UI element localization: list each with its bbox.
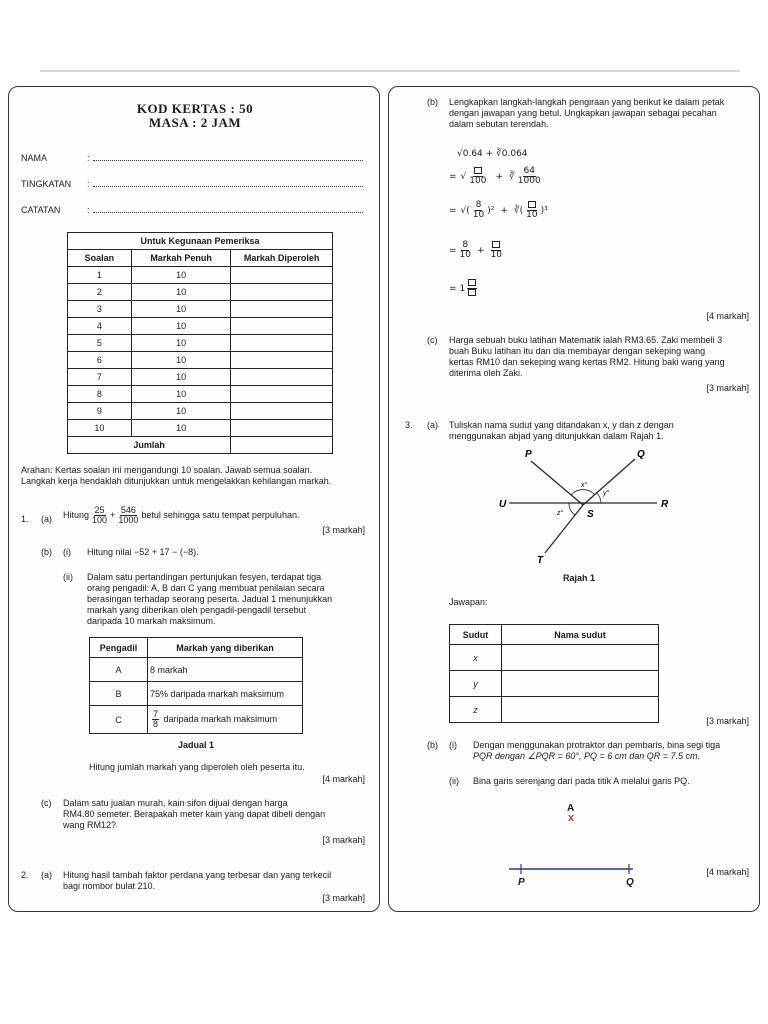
q3bi-line-2: PQR dengan ∠PQR = 60°, PQ = 6 cm dan QR = 7.5 cm. xyxy=(473,751,701,761)
q2c-label: (c) xyxy=(427,335,438,345)
q2b-step3-frac-1 xyxy=(472,201,485,220)
q2b-step2-eq: = xyxy=(449,171,457,182)
q3-number: 3. xyxy=(405,420,413,430)
row-soalan-cell: 2 xyxy=(68,284,132,301)
q2b-step3-frac1-den: 10 xyxy=(472,210,485,220)
q2c-line-1: Harga sebuah buku latihan Matematik ialah RM3.65. Zaki membeli 3 xyxy=(449,335,723,345)
q1a-frac2-num: 546 xyxy=(120,505,136,515)
q3a-label: (a) xyxy=(427,420,438,430)
answer-row-x-label: x xyxy=(450,645,502,671)
q2b-step4-frac-2 xyxy=(490,241,503,260)
row-markah-diperoleh-cell[interactable] xyxy=(231,318,333,335)
row-markah-diperoleh-cell[interactable] xyxy=(231,369,333,386)
judges-col-markah: Markah yang diberikan xyxy=(148,638,303,658)
row-soalan-cell: 10 xyxy=(68,420,132,437)
field-tingkatan-label: TINGKATAN xyxy=(21,179,72,189)
q1c-line-2: RM4.80 semeter. Berapakah meter kain yang dapat dibeli dengan xyxy=(63,809,326,819)
answer-box[interactable] xyxy=(492,241,500,248)
q2b-marks: [4 markah] xyxy=(706,311,749,321)
q1c-label: (c) xyxy=(41,798,52,808)
q1a-fraction-2 xyxy=(117,506,139,525)
judge-b-name: B xyxy=(90,682,148,706)
q2c-text xyxy=(449,335,755,379)
judge-b-mark: 75% daripada markah maksimum xyxy=(148,682,303,706)
q2a-label: (a) xyxy=(41,870,52,880)
field-nama-label: NAMA xyxy=(21,153,48,163)
q3a-line-1: Tuliskan nama sudut yang ditandakan x, y dan z dengan xyxy=(449,420,674,430)
field-nama-colon: : xyxy=(87,153,90,163)
table-row xyxy=(68,420,333,437)
q2b-step4-frac2-den: 10 xyxy=(490,250,502,260)
point-A-cross[interactable]: x xyxy=(568,812,575,824)
line-SQ xyxy=(583,459,635,505)
point-U-label: U xyxy=(499,499,507,510)
q1bii-label: (ii) xyxy=(63,572,73,582)
q2b-step3-sq: )² xyxy=(487,205,495,216)
angle-diagram xyxy=(499,447,679,567)
table-row xyxy=(68,335,333,352)
q1a-marks: [3 markah] xyxy=(322,525,365,535)
field-catatan-colon: : xyxy=(87,205,90,215)
q2b-label: (b) xyxy=(427,97,438,107)
line-ST xyxy=(545,505,583,553)
q2b-step2-frac-2 xyxy=(517,167,542,186)
q3a-text xyxy=(449,420,755,442)
q1bii-line-1: Dalam satu pertandingan pertunjukan fesyen, terdapat tiga xyxy=(87,572,322,582)
judge-c-mark-suffix: daripada markah maksimum xyxy=(163,713,278,724)
col-header-markah-diperoleh: Markah Diperoleh xyxy=(231,250,333,267)
q2b-line-3: dalam sebutan terendah. xyxy=(449,119,549,129)
q2b-step3-frac-2 xyxy=(525,201,538,220)
q2b-step3-frac2-den: 10 xyxy=(526,210,538,220)
page-top-rule xyxy=(40,70,740,72)
q1bi-label: (i) xyxy=(63,547,71,557)
q1a-frac2-den: 1000 xyxy=(118,515,139,525)
angle-z-label: z° xyxy=(557,510,564,517)
row-markah-penuh-cell: 10 xyxy=(131,335,231,352)
col-header-markah-penuh: Markah Penuh xyxy=(131,250,231,267)
q1a-frac1-den: 100 xyxy=(92,515,108,525)
row-markah-penuh-cell: 10 xyxy=(131,352,231,369)
q2b-step5-frac-num[interactable] xyxy=(467,279,477,289)
q2b-step-1: √0.64 + ∛0.064 xyxy=(457,149,528,159)
row-markah-penuh-cell: 10 xyxy=(131,284,231,301)
examiner-marks-table xyxy=(67,232,333,454)
q3a-line-2: menggunakan abjad yang ditunjukkan dalam Rajah 1. xyxy=(449,431,664,441)
answer-row-y-cell[interactable] xyxy=(502,671,659,697)
field-catatan-line[interactable] xyxy=(93,205,363,213)
line-P-label: P xyxy=(518,877,525,888)
row-markah-penuh-cell: 10 xyxy=(131,267,231,284)
q2a-marks: [3 markah] xyxy=(322,893,365,903)
q2b-step3-plus: + xyxy=(500,205,508,216)
row-markah-diperoleh-cell[interactable] xyxy=(231,386,333,403)
judge-c-mark xyxy=(148,706,303,734)
row-markah-diperoleh-cell[interactable] xyxy=(231,284,333,301)
q3a-marks: [3 markah] xyxy=(706,716,749,726)
diagram-caption: Rajah 1 xyxy=(562,573,595,583)
row-markah-diperoleh-cell[interactable] xyxy=(231,352,333,369)
q1a-prefix: Hitung xyxy=(63,510,90,520)
q1b-label: (b) xyxy=(41,547,52,557)
q1bi-question: Hitung nilai −52 + 17 − (−8). xyxy=(87,547,199,557)
q1bii-text xyxy=(87,572,377,627)
q3bii-label: (ii) xyxy=(449,776,459,786)
q1a-frac1-num: 25 xyxy=(94,505,105,515)
table-row xyxy=(68,352,333,369)
arc-x xyxy=(571,490,595,495)
q2b-step5-frac-den[interactable] xyxy=(467,289,477,298)
q2b-step3-cuberoot: ∛( xyxy=(513,205,524,216)
judges-table-caption: Jadual 1 xyxy=(177,740,215,750)
q2b-step3-cube: )³ xyxy=(540,205,548,216)
row-soalan-cell: 5 xyxy=(68,335,132,352)
row-soalan-cell: 6 xyxy=(68,352,132,369)
answer-col-sudut: Sudut xyxy=(450,625,502,645)
q3bi-label: (i) xyxy=(449,740,457,750)
table-row xyxy=(68,301,333,318)
paper-duration-title: MASA : 2 JAM xyxy=(148,115,242,130)
row-markah-penuh-cell: 10 xyxy=(131,386,231,403)
judges-table xyxy=(89,637,303,734)
judge-a-name: A xyxy=(90,658,148,682)
q1-number: 1. xyxy=(21,514,29,524)
q3b-marks: [4 markah] xyxy=(706,867,749,877)
table-row xyxy=(68,386,333,403)
q2b-step4-frac1-num: 8 xyxy=(462,240,469,250)
table-row xyxy=(68,284,333,301)
q1c-line-1: Dalam satu jualan murah, kain sifon dijual dengan harga xyxy=(63,798,288,808)
q2-number: 2. xyxy=(21,870,29,880)
col-header-soalan: Soalan xyxy=(68,250,132,267)
judge-c-name: C xyxy=(90,706,148,734)
row-soalan-cell: 7 xyxy=(68,369,132,386)
instructions-line-2: Langkah kerja hendaklah ditunjukkan untuk mengelakkan kehilangan markah. xyxy=(21,476,332,486)
q2b-step4-frac-1 xyxy=(459,241,472,260)
answer-row-z-label: z xyxy=(450,697,502,723)
total-label: Jumlah xyxy=(68,437,231,454)
q1bii-line-5: daripada 10 markah maksimum. xyxy=(87,616,216,626)
line-PS xyxy=(531,461,583,505)
q2c-line-3: kertas RM10 dan sekeping wang kertas RM2. Hitung baki wang yang xyxy=(449,357,725,367)
answer-box[interactable] xyxy=(474,167,482,174)
angle-answer-table xyxy=(449,624,659,723)
q2b-step2-frac-1 xyxy=(468,167,487,186)
point-R-label: R xyxy=(661,499,669,510)
row-markah-penuh-cell: 10 xyxy=(131,318,231,335)
q2b-step2-frac2-num: 64 xyxy=(523,166,535,176)
field-tingkatan-line[interactable] xyxy=(93,179,363,187)
row-markah-diperoleh-cell[interactable] xyxy=(231,267,333,284)
answer-row-x-cell[interactable] xyxy=(502,645,659,671)
point-Q-label: Q xyxy=(637,449,645,460)
answer-box[interactable] xyxy=(468,279,476,286)
angle-y-label: y° xyxy=(603,490,610,497)
row-markah-diperoleh-cell[interactable] xyxy=(231,301,333,318)
answer-label: Jawapan: xyxy=(449,597,488,607)
q1bii-line-3: berasingan terhadap seorang peserta. Jadual 1 menunjukkan xyxy=(87,594,333,604)
row-markah-penuh-cell: 10 xyxy=(131,369,231,386)
q2b-step2-cuberoot: ∛ xyxy=(509,171,515,182)
row-markah-diperoleh-cell[interactable] xyxy=(231,335,333,352)
table-row xyxy=(68,267,333,284)
angle-x-label: x° xyxy=(581,482,588,489)
total-cell[interactable] xyxy=(231,437,333,454)
q2b-step5-whole: 1 xyxy=(459,283,466,294)
q2b-step4-frac1-den: 10 xyxy=(459,250,471,260)
q3b-label: (b) xyxy=(427,740,438,750)
row-soalan-cell: 8 xyxy=(68,386,132,403)
judge-c-fraction xyxy=(152,710,159,729)
q1bii-line-2: orang pengadil: A, B dan C yang membuat penilaian secara xyxy=(87,583,325,593)
q2b-step4-eq: = xyxy=(449,245,457,256)
field-catatan-label: CATATAN xyxy=(21,205,61,215)
q2c-marks: [3 markah] xyxy=(706,383,749,393)
q1bii-marks: [4 markah] xyxy=(322,774,365,784)
q1c-line-3: wang RM12? xyxy=(63,820,117,830)
judge-c-frac-num: 7 xyxy=(153,709,159,719)
q2b-step3-frac1-num: 8 xyxy=(475,200,482,210)
judge-a-mark: 8 markah xyxy=(148,658,303,682)
q2b-step-4 xyxy=(449,241,505,260)
answer-col-nama-sudut: Nama sudut xyxy=(502,625,659,645)
row-soalan-cell: 3 xyxy=(68,301,132,318)
instructions-line-1: Arahan: Kertas soalan ini mengandungi 10 soalan. Jawab semua soalan. xyxy=(21,465,313,475)
point-T-label: T xyxy=(537,555,544,566)
q2b-step5-eq: = xyxy=(449,283,457,294)
q1bii-line-4: markah yang diberikan oleh pengadil-pengadil tersebut xyxy=(87,605,307,615)
point-P-label: P xyxy=(525,449,532,460)
row-markah-diperoleh-cell[interactable] xyxy=(231,420,333,437)
answer-box[interactable] xyxy=(528,201,536,208)
q1a-fraction-1 xyxy=(91,506,108,525)
q1a-suffix: betul sehingga satu tempat perpuluhan. xyxy=(141,510,300,520)
q3bii-text: Bina garis serenjang dari pada titik A melalui garis PQ. xyxy=(473,776,690,786)
q2b-line-2: dengan jawapan yang betul. Ungkapkan jawapan sebagai pecahan xyxy=(449,108,717,118)
q1a-operator: + xyxy=(110,510,116,520)
q2a-text xyxy=(63,870,373,892)
q1bii-question: Hitung jumlah markah yang diperoleh oleh peserta itu. xyxy=(89,762,305,772)
left-page-panel xyxy=(8,86,380,912)
examiner-table-caption: Untuk Kegunaan Pemeriksa xyxy=(68,233,333,250)
right-page-panel xyxy=(388,86,760,912)
q2b-step2-root: √ xyxy=(460,171,467,182)
point-S-label: S xyxy=(587,509,594,520)
field-nama-line[interactable] xyxy=(93,153,363,161)
q1c-text xyxy=(63,798,373,831)
table-row xyxy=(68,369,333,386)
judges-col-pengadil: Pengadil xyxy=(90,638,148,658)
q3bi-line-1: Dengan menggunakan protraktor dan pembaris, bina segi tiga xyxy=(473,740,721,750)
row-markah-penuh-cell: 10 xyxy=(131,403,231,420)
q2a-line-1: Hitung hasil tambah faktor perdana yang terbesar dan yang terkecil xyxy=(63,870,332,880)
q2b-step3-root: √( xyxy=(460,205,470,216)
arc-z xyxy=(569,503,575,515)
answer-row-y-label: y xyxy=(450,671,502,697)
q2b-text xyxy=(449,97,755,130)
row-markah-diperoleh-cell[interactable] xyxy=(231,403,333,420)
row-markah-penuh-cell: 10 xyxy=(131,301,231,318)
table-row xyxy=(68,403,333,420)
q2c-line-4: diterima oleh Zaki. xyxy=(449,368,523,378)
paper-code-title: KOD KERTAS : 50 xyxy=(136,101,254,116)
q1c-marks: [3 markah] xyxy=(322,835,365,845)
q2b-step-2 xyxy=(449,167,544,186)
row-soalan-cell: 9 xyxy=(68,403,132,420)
q2b-step-3 xyxy=(449,201,548,220)
answer-box[interactable] xyxy=(468,289,476,296)
q3bi-text xyxy=(473,740,757,762)
q2b-step-5 xyxy=(449,279,479,298)
arc-y xyxy=(597,493,601,503)
field-tingkatan-colon: : xyxy=(87,179,90,189)
row-markah-penuh-cell: 10 xyxy=(131,420,231,437)
table-row xyxy=(68,318,333,335)
q2b-step5-frac xyxy=(467,279,477,298)
point-A-label: A xyxy=(567,803,575,814)
judge-c-frac-den: 8 xyxy=(153,719,159,729)
q2b-step2-frac2-den: 1000 xyxy=(517,176,541,186)
q2b-step2-plus: + xyxy=(495,171,504,182)
row-soalan-cell: 1 xyxy=(68,267,132,284)
line-Q-label: Q xyxy=(626,877,634,888)
q2b-step3-eq: = xyxy=(449,205,457,216)
q2c-line-2: buah Buku latihan itu dan dia membayar dengan sekeping wang xyxy=(449,346,706,356)
q1a-label: (a) xyxy=(41,514,52,524)
q2b-line-1: Lengkapkan langkah-langkah pengiraan yang berikut ke dalam petak xyxy=(449,97,725,107)
row-soalan-cell: 4 xyxy=(68,318,132,335)
q1a-question xyxy=(63,506,299,525)
q2b-step2-frac1-den: 100 xyxy=(469,176,487,186)
q2a-line-2: bagi nombor bulat 210. xyxy=(63,881,156,891)
q2b-step4-plus: + xyxy=(477,245,485,256)
